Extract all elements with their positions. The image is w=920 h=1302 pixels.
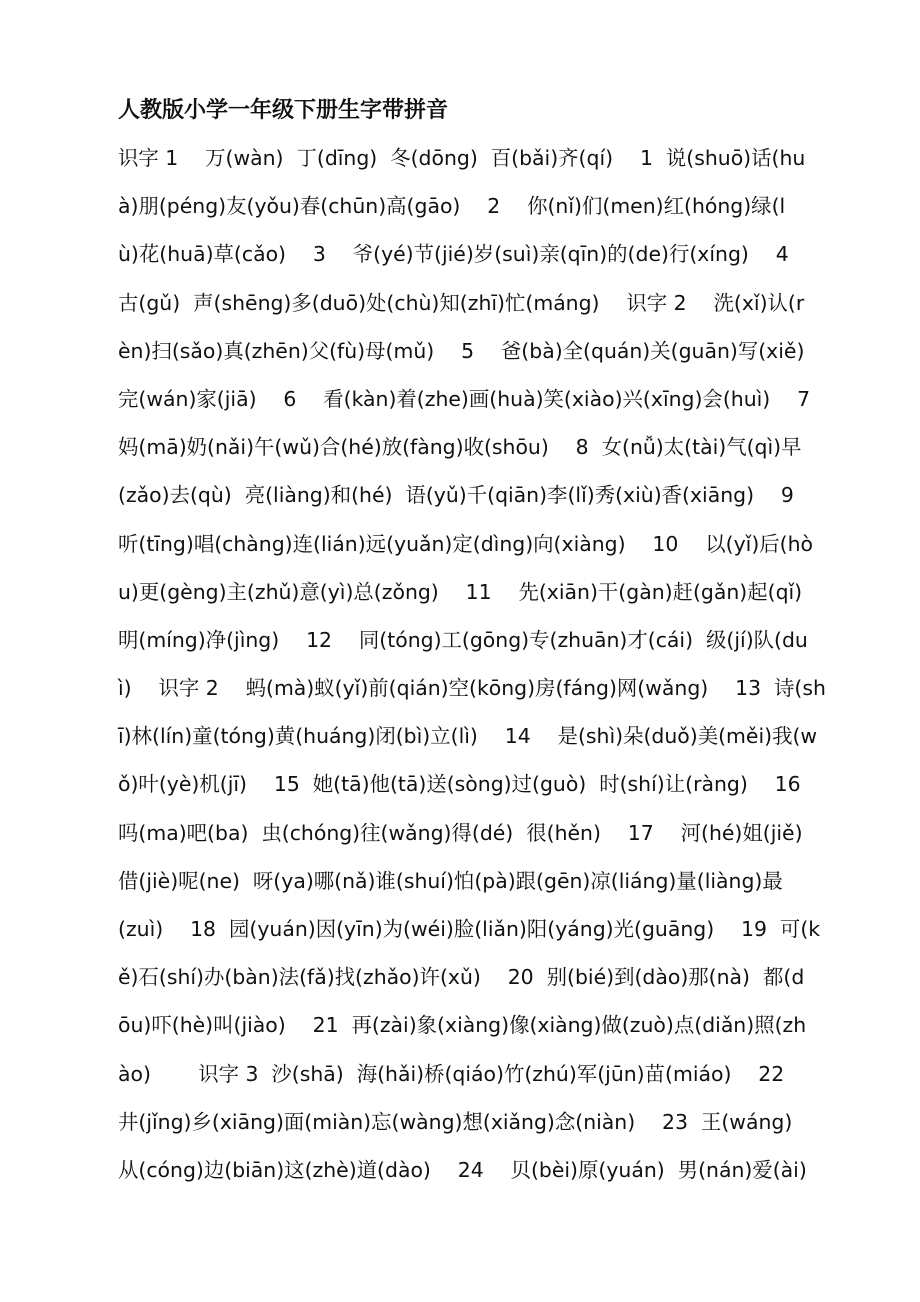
- text-line: ù)花(huā)草(cǎo) 3 爷(yé)节(jié)岁(suì)亲(qīn)的(de)行(xíng) 4: [118, 242, 789, 267]
- text-line: ì) 识字 2 蚂(mà)蚁(yǐ)前(qián)空(kōng)房(fáng)网(wǎng) 13 诗(sh: [118, 676, 826, 701]
- text-line: 井(jǐng)乡(xiāng)面(miàn)忘(wàng)想(xiǎng)念(niàn) 23 王(wáng): [118, 1109, 793, 1134]
- text-line: u)更(gèng)主(zhǔ)意(yì)总(zǒng) 11 先(xiān)干(gàn)赶(gǎn)起(qǐ): [118, 579, 803, 604]
- text-line: 明(míng)净(jìng) 12 同(tóng)工(gōng)专(zhuān)才(cái) 级(jí)队(du: [118, 627, 808, 652]
- text-line: 从(cóng)边(biān)这(zhè)道(dào) 24 贝(bèi)原(yuán) 男(nán)爱(ài): [118, 1157, 807, 1182]
- text-line: à)朋(péng)友(yǒu)春(chūn)高(gāo) 2 你(nǐ)们(men)红(hóng)绿(l: [118, 194, 786, 219]
- text-line: èn)扫(sǎo)真(zhēn)父(fù)母(mǔ) 5 爸(bà)全(quán)关(guān)写(xiě): [118, 338, 805, 363]
- text-line: 完(wán)家(jiā) 6 看(kàn)着(zhe)画(huà)笑(xiào)兴(xīng)会(huì) 7: [118, 386, 811, 411]
- text-line: 借(jiè)呢(ne) 呀(ya)哪(nǎ)谁(shuí)怕(pà)跟(gēn)凉(liáng)量(liàng)最: [118, 868, 783, 893]
- text-line: ě)石(shí)办(bàn)法(fǎ)找(zhǎo)许(xǔ) 20 别(bié)到(dào)那(nà) 都(d: [118, 965, 805, 990]
- document-body: [118, 138, 878, 1198]
- text-line: 听(tīng)唱(chàng)连(lián)远(yuǎn)定(dìng)向(xiàng) 10 以(yǐ)后(hò: [118, 531, 814, 556]
- text-line: ào) 识字 3 沙(shā) 海(hǎi)桥(qiáo)竹(zhú)军(jūn)苗(miáo) 22: [118, 1061, 785, 1086]
- text-line: 吗(ma)吧(ba) 虫(chóng)往(wǎng)得(dé) 很(hěn) 17 河(hé)姐(jiě): [118, 820, 803, 845]
- text-line: ǒ)叶(yè)机(jī) 15 她(tā)他(tā)送(sòng)过(guò) 时(shí)让(ràng) 16: [118, 772, 801, 797]
- text-line: ōu)吓(hè)叫(jiào) 21 再(zài)象(xiàng)像(xiàng)做(zuò)点(diǎn)照(zh: [118, 1013, 807, 1038]
- text-line: (zǎo)去(qù) 亮(liàng)和(hé) 语(yǔ)千(qiān)李(lǐ)秀(xiù)香(xiāng) 9: [118, 483, 794, 508]
- text-line: ī)林(lín)童(tóng)黄(huáng)闭(bì)立(lì) 14 是(shì)朵(duǒ)美(měi)我(w: [118, 724, 818, 749]
- text-line: 古(gǔ) 声(shēng)多(duō)处(chù)知(zhī)忙(máng) 识字 2 洗(xǐ)认(r: [118, 290, 805, 315]
- text-line: 识字 1 万(wàn) 丁(dīng) 冬(dōng) 百(bǎi)齐(qí) 1 说(shuō)话(hu: [118, 146, 806, 170]
- text-line: 妈(mā)奶(nǎi)午(wǔ)合(hé)放(fàng)收(shōu) 8 女(nǚ)太(tài)气(qì)早: [118, 435, 802, 460]
- text-line: (zuì) 18 园(yuán)因(yīn)为(wéi)脸(liǎn)阳(yáng)光(guāng) 19 可(k: [118, 917, 821, 941]
- document-title: 人教版小学一年级下册生字带拼音: [118, 98, 449, 123]
